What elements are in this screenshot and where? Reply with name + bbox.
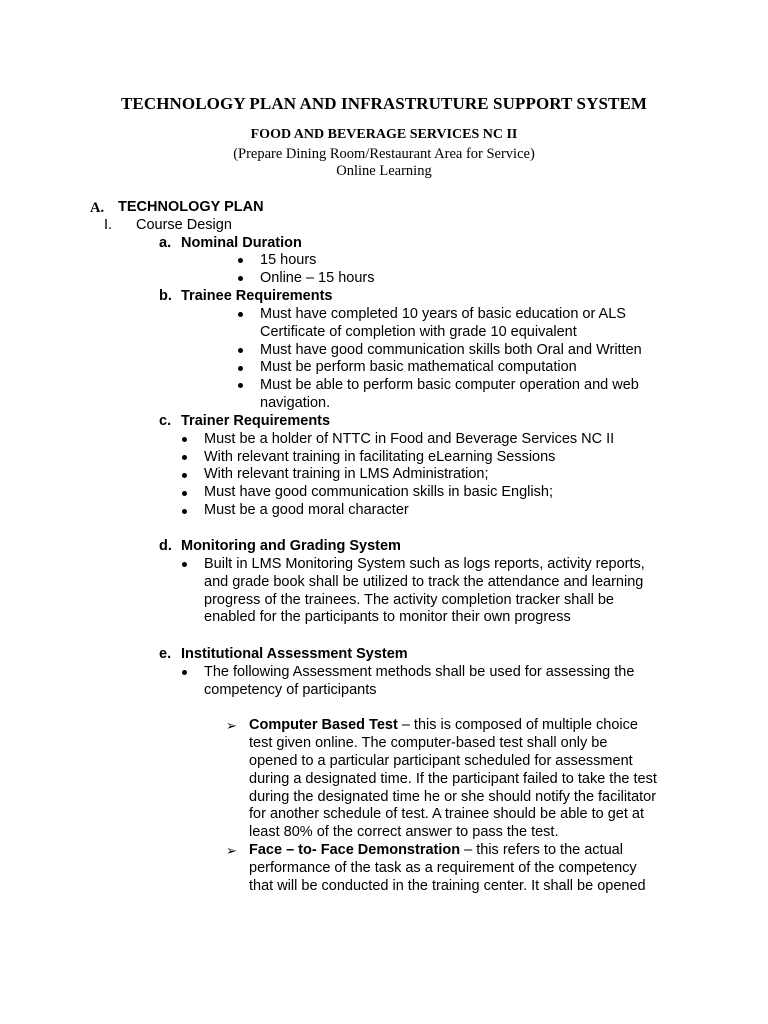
bullet-icon — [182, 455, 187, 460]
list-item: Must be able to perform basic computer operation and web — [260, 377, 639, 393]
document-subtitle-3: Online Learning — [336, 163, 432, 179]
item-b-label: Trainee Requirements — [181, 288, 333, 304]
bullet-icon — [238, 383, 243, 388]
list-item: Must be a good moral character — [204, 502, 409, 518]
paragraph-line: and grade book shall be utilized to track the attendance and learning — [204, 574, 644, 590]
arrow-bullet-icon: ➢ — [226, 843, 237, 858]
list-item: Online – 15 hours — [260, 270, 375, 286]
bullet-icon — [182, 491, 187, 496]
paragraph-line: Built in LMS Monitoring System such as logs reports, activity reports, — [204, 556, 645, 572]
bullet-icon — [238, 312, 243, 317]
paragraph-line: least 80% of the correct answer to pass the test. — [249, 824, 559, 840]
bullet-icon — [238, 348, 243, 353]
cbt-first-text: – this is composed of multiple choice — [397, 717, 638, 733]
bullet-icon — [182, 473, 187, 478]
paragraph-line: during a designated time. If the participant failed to take the test — [249, 771, 657, 787]
bullet-icon — [238, 366, 243, 371]
item-b-marker: b. — [159, 288, 172, 304]
list-item: 15 hours — [260, 252, 317, 268]
item-c-marker: c. — [159, 413, 172, 429]
paragraph-line: that will be conducted in the training center. It shall be opened — [249, 878, 646, 894]
bullet-icon — [182, 562, 187, 567]
section-a-marker: A. — [90, 200, 105, 216]
list-item: Must have good communication skills in basic English; — [204, 484, 553, 500]
bullet-icon — [238, 276, 243, 281]
bullet-icon — [238, 258, 243, 263]
paragraph-line: competency of participants — [204, 682, 377, 698]
bullet-icon — [182, 509, 187, 514]
bullet-icon — [182, 670, 187, 675]
list-item: With relevant training in facilitating eLearning Sessions — [204, 449, 556, 465]
document-subtitle-2: (Prepare Dining Room/Restaurant Area for Service) — [233, 146, 535, 162]
document-subtitle: FOOD AND BEVERAGE SERVICES NC II — [250, 127, 518, 142]
paragraph-line: test given online. The computer-based test shall only be — [249, 735, 608, 751]
paragraph-line: enabled for the participants to monitor their own progress — [204, 609, 571, 625]
cbt-term: Computer Based Test — [249, 717, 398, 733]
paragraph-line: opened to a particular participant scheduled for assessment — [249, 753, 633, 769]
list-item: Must be perform basic mathematical computation — [260, 359, 577, 375]
item-d-label: Monitoring and Grading System — [181, 538, 401, 554]
list-item-continuation: navigation. — [260, 395, 331, 411]
section-i-marker: I. — [104, 217, 113, 233]
list-item: With relevant training in LMS Administration; — [204, 466, 489, 482]
f2f-term: Face – to- Face Demonstration — [249, 842, 461, 858]
item-d-marker: d. — [159, 538, 172, 554]
list-item-continuation: Certificate of completion with grade 10 equivalent — [260, 324, 577, 340]
paragraph-line: The following Assessment methods shall be used for assessing the — [204, 664, 635, 680]
item-a-marker: a. — [159, 235, 172, 251]
f2f-first-text: – this refers to the actual — [460, 842, 623, 858]
list-item: Must be a holder of NTTC in Food and Beverage Services NC II — [204, 431, 615, 447]
paragraph-line: during the designated time he or she should notify the facilitator — [249, 789, 657, 805]
item-e-marker: e. — [159, 646, 172, 662]
document-title: TECHNOLOGY PLAN AND INFRASTRUTURE SUPPORT SYSTEM — [120, 94, 648, 113]
cbt-first-line — [249, 717, 638, 735]
list-item: Must have completed 10 years of basic education or ALS — [260, 306, 626, 322]
paragraph-line: for another schedule of test. A trainee should be able to get at — [249, 806, 644, 822]
item-e-label: Institutional Assessment System — [181, 646, 408, 662]
item-c-label: Trainer Requirements — [181, 413, 331, 429]
paragraph-line: performance of the task as a requirement of the competency — [249, 860, 637, 876]
paragraph-line: progress of the trainees. The activity completion tracker shall be — [204, 592, 614, 608]
bullet-icon — [182, 437, 187, 442]
f2f-first-line — [249, 842, 623, 860]
list-item: Must have good communication skills both Oral and Written — [260, 342, 642, 358]
arrow-bullet-icon: ➢ — [226, 718, 237, 733]
section-i-label: Course Design — [136, 217, 232, 233]
item-a-label: Nominal Duration — [181, 235, 302, 251]
section-a-label: TECHNOLOGY PLAN — [118, 199, 264, 215]
